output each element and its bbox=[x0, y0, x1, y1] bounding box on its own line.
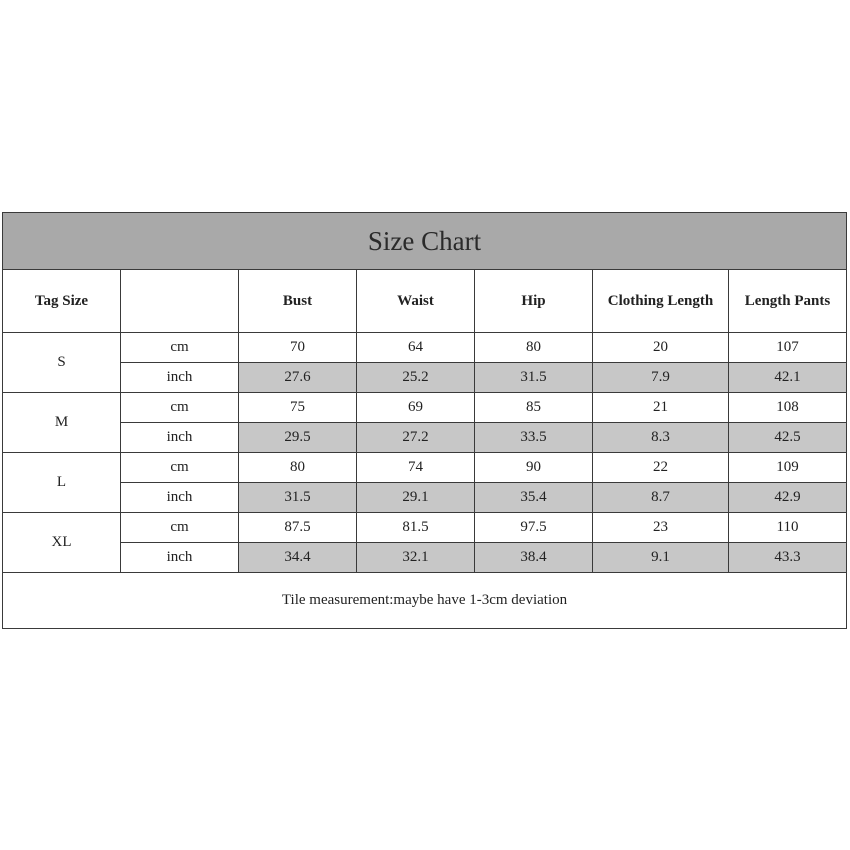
table-cell: 23 bbox=[593, 513, 729, 543]
size-chart-table bbox=[2, 212, 847, 629]
column-header: Tag Size bbox=[3, 270, 121, 333]
table-row bbox=[3, 423, 847, 453]
header-row bbox=[3, 270, 847, 333]
table-cell: 81.5 bbox=[357, 513, 475, 543]
table-cell: 87.5 bbox=[239, 513, 357, 543]
table-cell: 42.1 bbox=[729, 363, 847, 393]
table-cell: 64 bbox=[357, 333, 475, 363]
table-cell: 8.3 bbox=[593, 423, 729, 453]
table-cell: 7.9 bbox=[593, 363, 729, 393]
size-label: XL bbox=[3, 513, 121, 573]
measurement-note: Tile measurement:maybe have 1-3cm deviation bbox=[3, 573, 847, 629]
unit-label: inch bbox=[121, 543, 239, 573]
unit-label: cm bbox=[121, 393, 239, 423]
table-cell: 29.1 bbox=[357, 483, 475, 513]
table-cell: 80 bbox=[239, 453, 357, 483]
table-cell: 80 bbox=[475, 333, 593, 363]
table-cell: 109 bbox=[729, 453, 847, 483]
table-cell: 42.9 bbox=[729, 483, 847, 513]
table-row bbox=[3, 453, 847, 483]
table-row bbox=[3, 393, 847, 423]
table-cell: 27.2 bbox=[357, 423, 475, 453]
unit-label: inch bbox=[121, 483, 239, 513]
unit-label: inch bbox=[121, 363, 239, 393]
table-cell: 107 bbox=[729, 333, 847, 363]
table-cell: 25.2 bbox=[357, 363, 475, 393]
table-cell: 75 bbox=[239, 393, 357, 423]
column-header bbox=[121, 270, 239, 333]
table-cell: 110 bbox=[729, 513, 847, 543]
table-cell: 21 bbox=[593, 393, 729, 423]
table-row bbox=[3, 543, 847, 573]
table-cell: 9.1 bbox=[593, 543, 729, 573]
unit-label: cm bbox=[121, 333, 239, 363]
table-cell: 35.4 bbox=[475, 483, 593, 513]
column-header: Length Pants bbox=[729, 270, 847, 333]
table-cell: 70 bbox=[239, 333, 357, 363]
unit-label: cm bbox=[121, 453, 239, 483]
table-row bbox=[3, 333, 847, 363]
column-header: Waist bbox=[357, 270, 475, 333]
table-cell: 20 bbox=[593, 333, 729, 363]
table-row bbox=[3, 483, 847, 513]
table-row bbox=[3, 513, 847, 543]
size-label: S bbox=[3, 333, 121, 393]
table-cell: 33.5 bbox=[475, 423, 593, 453]
table-cell: 38.4 bbox=[475, 543, 593, 573]
unit-label: cm bbox=[121, 513, 239, 543]
table-cell: 108 bbox=[729, 393, 847, 423]
chart-title: Size Chart bbox=[3, 213, 847, 270]
table-cell: 31.5 bbox=[475, 363, 593, 393]
table-cell: 85 bbox=[475, 393, 593, 423]
table-cell: 22 bbox=[593, 453, 729, 483]
table-cell: 42.5 bbox=[729, 423, 847, 453]
size-label: M bbox=[3, 393, 121, 453]
column-header: Hip bbox=[475, 270, 593, 333]
table-cell: 74 bbox=[357, 453, 475, 483]
table-cell: 90 bbox=[475, 453, 593, 483]
unit-label: inch bbox=[121, 423, 239, 453]
table-cell: 31.5 bbox=[239, 483, 357, 513]
size-label: L bbox=[3, 453, 121, 513]
table-cell: 8.7 bbox=[593, 483, 729, 513]
table-cell: 29.5 bbox=[239, 423, 357, 453]
column-header: Clothing Length bbox=[593, 270, 729, 333]
table-cell: 43.3 bbox=[729, 543, 847, 573]
table-cell: 27.6 bbox=[239, 363, 357, 393]
column-header: Bust bbox=[239, 270, 357, 333]
table-cell: 97.5 bbox=[475, 513, 593, 543]
table-cell: 34.4 bbox=[239, 543, 357, 573]
table-row bbox=[3, 363, 847, 393]
table-cell: 69 bbox=[357, 393, 475, 423]
table-cell: 32.1 bbox=[357, 543, 475, 573]
